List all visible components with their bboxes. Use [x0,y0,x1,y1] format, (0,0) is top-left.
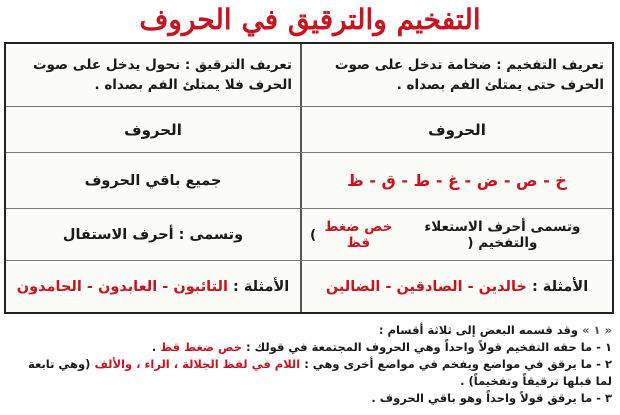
letters-header-row [6,106,612,152]
comparison-table [4,42,614,314]
definition-row [6,44,612,106]
notes-line-1-prefix: ١ - ما حقه التفخيم قولاً واحداً وهي الحروف المجتمعة في قولك : [246,340,612,354]
notes-line-2-suffix: (وهي تابعة لما قبلها ترقيقاً وتفخيماً) . [28,357,612,388]
tafkhim-examples-label: الأمثلة : [531,278,589,295]
letters-row [6,152,612,208]
tafkhim-letters: خ - ص - ض - غ - ط - ق - ظ [347,171,567,190]
naming-row [6,208,612,260]
page-title: التفخيم والترقيق في الحروف [139,3,481,36]
notes-line-1-suffix: . [151,340,157,354]
footnote-marker: « ١ » [582,323,612,337]
tafkhim-definition: تعريف التفخيم : ضخامة تدخل على صوت الحرف حتى يمتلئ الفم بصداه . [334,57,604,93]
tarqiq-examples-cell [6,261,302,312]
footnotes [8,322,612,407]
notes-line-1-highlight: خص ضغط قظ [160,340,243,354]
notes-line-2 [8,356,612,390]
tarqiq-named: وتسمى : أحرف الاستفال [6,209,302,260]
notes-intro-line [8,322,612,339]
tafkhim-named-highlight: خص ضغط قظ [324,218,393,251]
tafkhim-named [302,209,612,260]
notes-line-1 [8,339,612,356]
tafkhim-examples-cell [302,261,612,312]
examples-row [6,260,612,312]
notes-intro: وقد قسمه البعض إلى ثلاثة أقسام : [378,323,579,337]
tarqiq-definition: تعريف الترقيق : نحول يدخل على صوت الحرف فلا يمتلئ الفم بصداه . [6,44,302,106]
tarqiq-examples: التائبون - العابدون - الحامدون [16,278,228,295]
notes-line-2-highlight: اللام في لفظ الجلالة ، الراء ، والألف [94,357,301,371]
tafkhim-named-prefix: وتسمى أحرف الاستعلاء والتفخيم ( [424,218,581,251]
tarqiq-letters: جميع باقي الحروف [6,153,302,208]
tarqiq-letters-header: الحروف [6,107,302,152]
tafkhim-examples: خالدين - الصادقين - الضالين [325,278,527,295]
tarqiq-examples-label: الأمثلة : [233,278,290,295]
tafkhim-named-suffix: ) [310,226,317,243]
notes-line-3: ٣ - ما يرقق قولاً واحداً وهو باقي الحروف . [371,391,612,405]
notes-line-2-prefix: ٢ - ما يرقق في مواضع ويفخم في مواضع أخرى وهي : [304,357,612,371]
tafkhim-letters-header: الحروف [428,120,486,139]
